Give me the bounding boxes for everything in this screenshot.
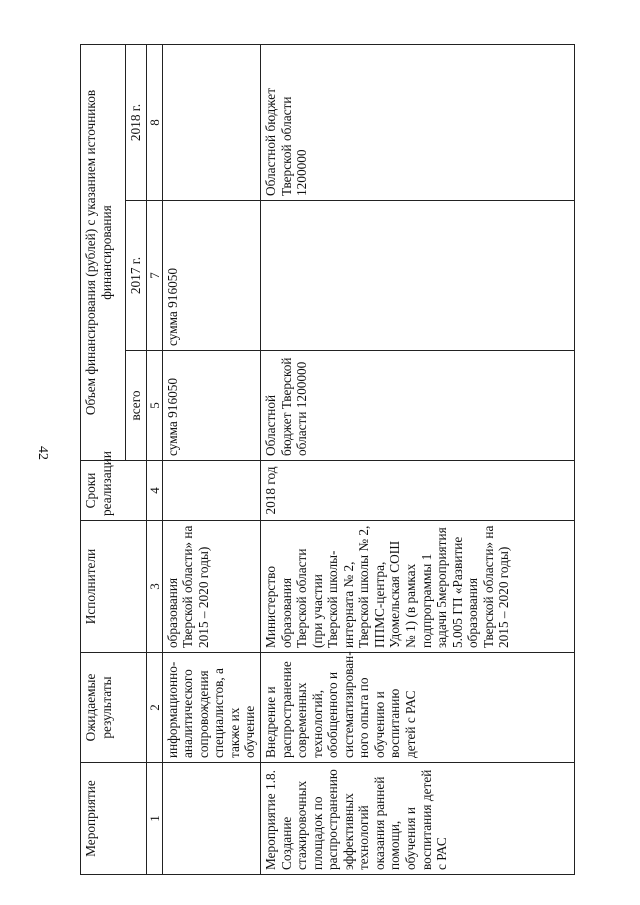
column-number: 7 (146, 201, 162, 351)
table-row (261, 45, 575, 875)
column-number: 2 (146, 653, 162, 763)
header-total: всего (126, 351, 147, 461)
cell-executors: Министерство образования Тверской области (при участии Тверской школы-интерната № 2, Тверской школы № 2, ППМС-центра, Удомельская СОШ № 1) (в рамках подпрограммы 1 задачи 5мероприятия 5.005 ГП «Развитие образования Тверской области» на 2015 – 2020 годы) (261, 521, 575, 653)
cell-total: Областной бюджет Тверской области 1200000 (261, 351, 575, 461)
column-number: 5 (146, 351, 162, 461)
header-2017: 2017 г. (126, 201, 147, 351)
column-number: 8 (146, 45, 162, 201)
cell-2017 (261, 201, 575, 351)
cell-2018 (162, 45, 260, 201)
header-executors: Исполнители (81, 521, 147, 653)
column-number: 1 (146, 763, 162, 875)
header-funding: Объем финансирования (рублей) с указанием источников финансирования (81, 45, 126, 461)
cell-executors: образования Тверской области» на 2015 – 2020 годы) (162, 521, 260, 653)
header-terms: Сроки реализации (81, 461, 147, 521)
financing-table (80, 44, 575, 875)
page-number: 42 (35, 446, 50, 460)
header-results: Ожидаемые результаты (81, 653, 147, 763)
cell-terms: 2018 год (261, 461, 575, 521)
column-number: 4 (146, 461, 162, 521)
financing-table-sheet (80, 45, 575, 875)
table-row (162, 45, 260, 875)
cell-event: Мероприятие 1.8. Создание стажировочных площадок по распространению эффективных технологий оказания ранней помощи, обучения и воспитания детей с РАС (261, 763, 575, 875)
cell-event (162, 763, 260, 875)
column-number-row (146, 45, 162, 875)
column-number: 3 (146, 521, 162, 653)
header-2018: 2018 г. (126, 45, 147, 201)
header-event: Мероприятие (81, 763, 147, 875)
cell-terms (162, 461, 260, 521)
cell-results: Внедрение и распространение современных технологий, обобщенного и систематизирован-ного опыта по обучению и воспитанию детей с РАС (261, 653, 575, 763)
cell-2018: Областной бюджет Тверской области 1200000 (261, 45, 575, 201)
cell-total: сумма 916050 (162, 351, 260, 461)
cell-results: информационно-аналитического сопровождения специалистов, а также их обучение (162, 653, 260, 763)
cell-2017: сумма 916050 (162, 201, 260, 351)
